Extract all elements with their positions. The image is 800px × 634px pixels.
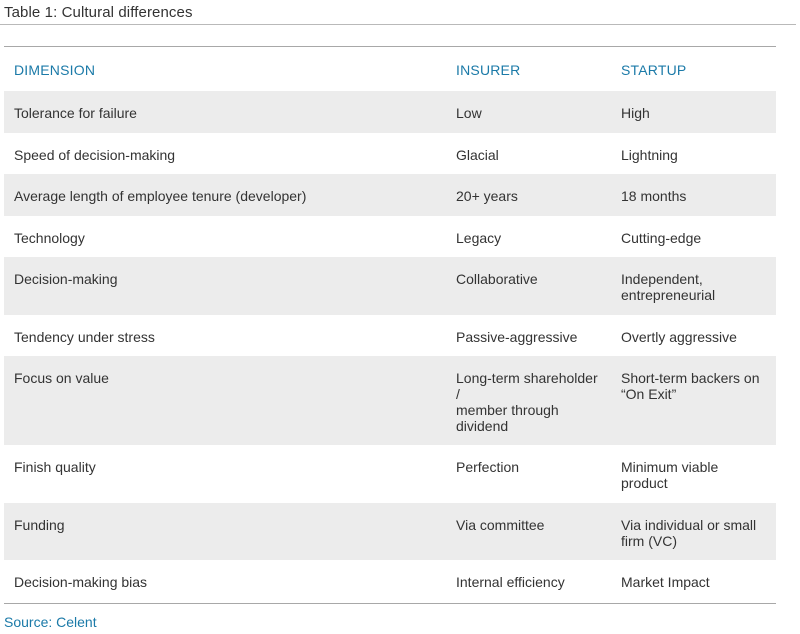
source-note: Source: Celent xyxy=(4,614,97,630)
insurer-cell: Collaborative xyxy=(456,271,538,287)
table-row xyxy=(4,503,776,560)
header-dimension: DIMENSION xyxy=(14,62,96,78)
table-header-row xyxy=(4,47,776,91)
table-row xyxy=(4,91,776,133)
dimension-cell: Finish quality xyxy=(14,459,96,475)
insurer-cell: Legacy xyxy=(456,230,502,246)
startup-cell: Independent, entrepreneurial xyxy=(621,271,716,303)
startup-cell: Market Impact xyxy=(621,574,710,590)
table-row xyxy=(4,315,776,356)
dimension-cell: Tolerance for failure xyxy=(14,105,137,121)
table-row xyxy=(4,257,776,315)
dimension-cell: Tendency under stress xyxy=(14,329,155,345)
table-row xyxy=(4,356,776,445)
insurer-cell: Internal efficiency xyxy=(456,574,565,590)
table-row xyxy=(4,133,776,174)
dimension-cell: Focus on value xyxy=(14,370,109,386)
insurer-cell: Low xyxy=(456,105,482,121)
insurer-cell: Passive-aggressive xyxy=(456,329,578,345)
insurer-cell: 20+ years xyxy=(456,188,518,204)
startup-cell: Via individual or small firm (VC) xyxy=(621,517,757,549)
startup-cell: Overtly aggressive xyxy=(621,329,737,345)
startup-cell: Cutting-edge xyxy=(621,230,702,246)
table-row xyxy=(4,560,776,603)
caption-divider xyxy=(0,24,796,25)
insurer-cell: Long-term shareholder / member through dividend xyxy=(456,370,598,434)
table-row xyxy=(4,174,776,216)
table-row xyxy=(4,216,776,257)
table-row xyxy=(4,445,776,503)
startup-cell: Lightning xyxy=(621,147,678,163)
startup-cell: 18 months xyxy=(621,188,687,204)
startup-cell: Minimum viable product xyxy=(621,459,719,491)
startup-cell: Short-term backers on “On Exit” xyxy=(621,370,760,402)
cultural-differences-table xyxy=(4,46,776,604)
insurer-cell: Perfection xyxy=(456,459,520,475)
insurer-cell: Glacial xyxy=(456,147,499,163)
dimension-cell: Decision-making bias xyxy=(14,574,148,590)
dimension-cell: Speed of decision-making xyxy=(14,147,176,163)
dimension-cell: Average length of employee tenure (developer) xyxy=(14,188,307,204)
header-startup: STARTUP xyxy=(621,62,687,78)
insurer-cell: Via committee xyxy=(456,517,545,533)
dimension-cell: Technology xyxy=(14,230,85,246)
table-caption: Table 1: Cultural differences xyxy=(4,4,193,21)
dimension-cell: Funding xyxy=(14,517,65,533)
header-insurer: INSURER xyxy=(456,62,521,78)
dimension-cell: Decision-making xyxy=(14,271,118,287)
startup-cell: High xyxy=(621,105,650,121)
